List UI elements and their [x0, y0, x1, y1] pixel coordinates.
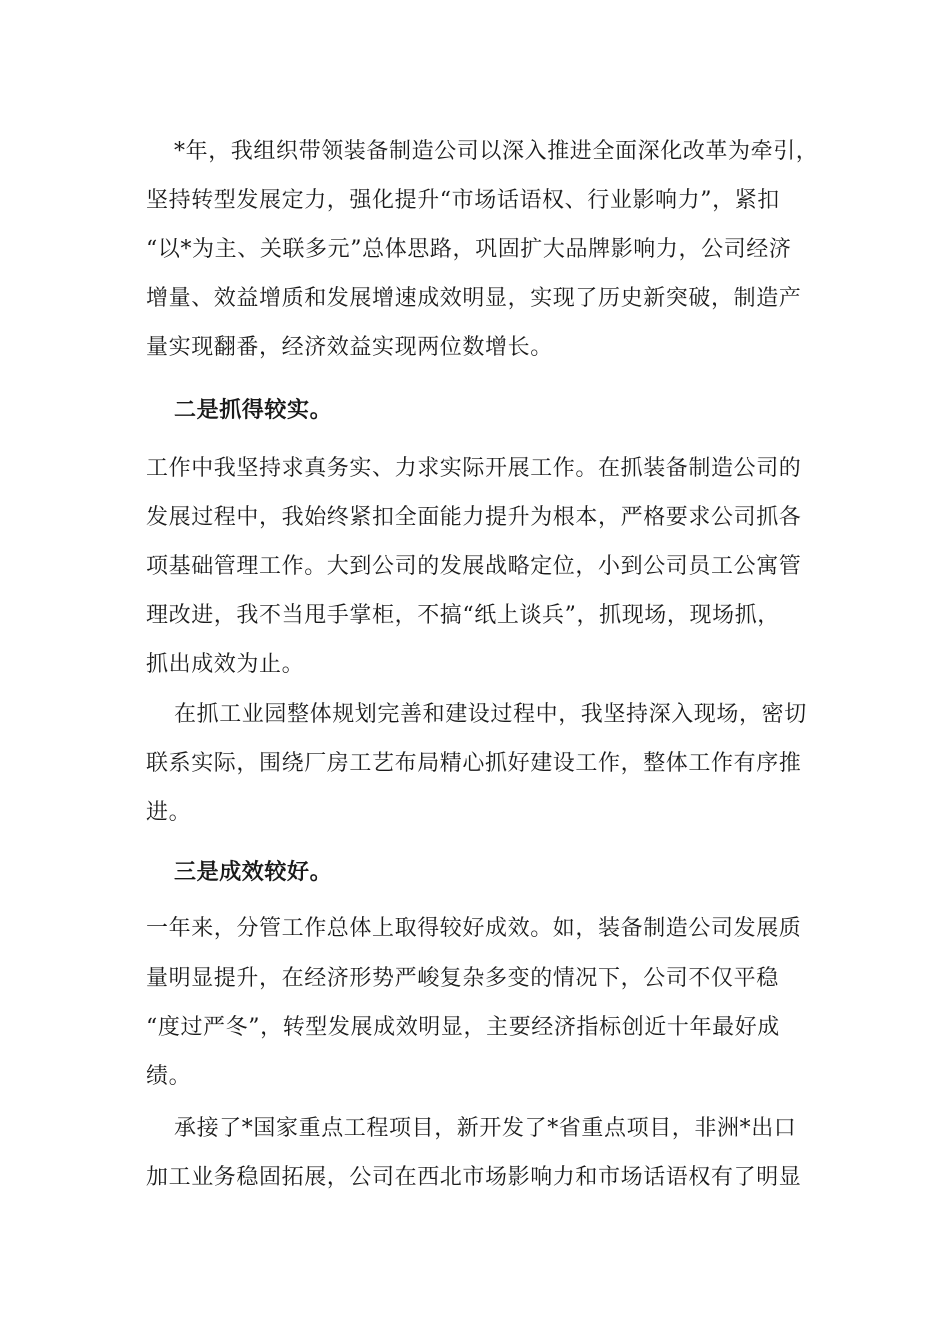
paragraph-line: 进。 [146, 800, 192, 825]
paragraph-line: 坚持转型发展定力，强化提升“市场话语权、行业影响力”，紧扣 [146, 188, 780, 213]
paragraph-line: 理改进，我不当甩手掌柜，不搞“纸上谈兵”，抓现场，现场抓， [146, 603, 780, 628]
paragraph-line: 抓出成效为止。 [146, 652, 305, 677]
paragraph-line: 联系实际，围绕厂房工艺布局精心抓好建设工作，整体工作有序推 [146, 751, 802, 776]
paragraph-line: 量实现翻番，经济效益实现两位数增长。 [146, 335, 553, 360]
paragraph-line: “以*为主、关联多元”总体思路，巩固扩大品牌影响力，公司经济 [146, 237, 792, 262]
paragraph-line: 加工业务稳固拓展，公司在西北市场影响力和市场话语权有了明显 [146, 1165, 802, 1190]
paragraph-line: 一年来，分管工作总体上取得较好成效。如，装备制造公司发展质 [146, 916, 802, 941]
section-heading: 二是抓得较实。 [174, 397, 333, 423]
paragraph-line: 工作中我坚持求真务实、力求实际开展工作。在抓装备制造公司的 [146, 456, 802, 481]
section-heading: 三是成效较好。 [174, 859, 333, 885]
paragraph-line: 项基础管理工作。大到公司的发展战略定位，小到公司员工公寓管 [146, 554, 802, 579]
paragraph-line: “度过严冬”，转型发展成效明显，主要经济指标创近十年最好成 [146, 1015, 780, 1040]
paragraph-line: 绩。 [146, 1064, 192, 1089]
paragraph-line: 发展过程中，我始终紧扣全面能力提升为根本，严格要求公司抓各 [146, 505, 802, 530]
paragraph-line: 增量、效益增质和发展增速成效明显，实现了历史新突破，制造产 [146, 286, 802, 311]
paragraph-line: 在抓工业园整体规划完善和建设过程中，我坚持深入现场，密切 [174, 702, 807, 727]
paragraph-line: 承接了*国家重点工程项目，新开发了*省重点项目，非洲*出口 [174, 1116, 797, 1141]
paragraph-line: *年，我组织带领装备制造公司以深入推进全面深化改革为牵引， [174, 139, 819, 164]
paragraph-line: 量明显提升，在经济形势严峻复杂多变的情况下，公司不仅平稳 [146, 966, 779, 991]
